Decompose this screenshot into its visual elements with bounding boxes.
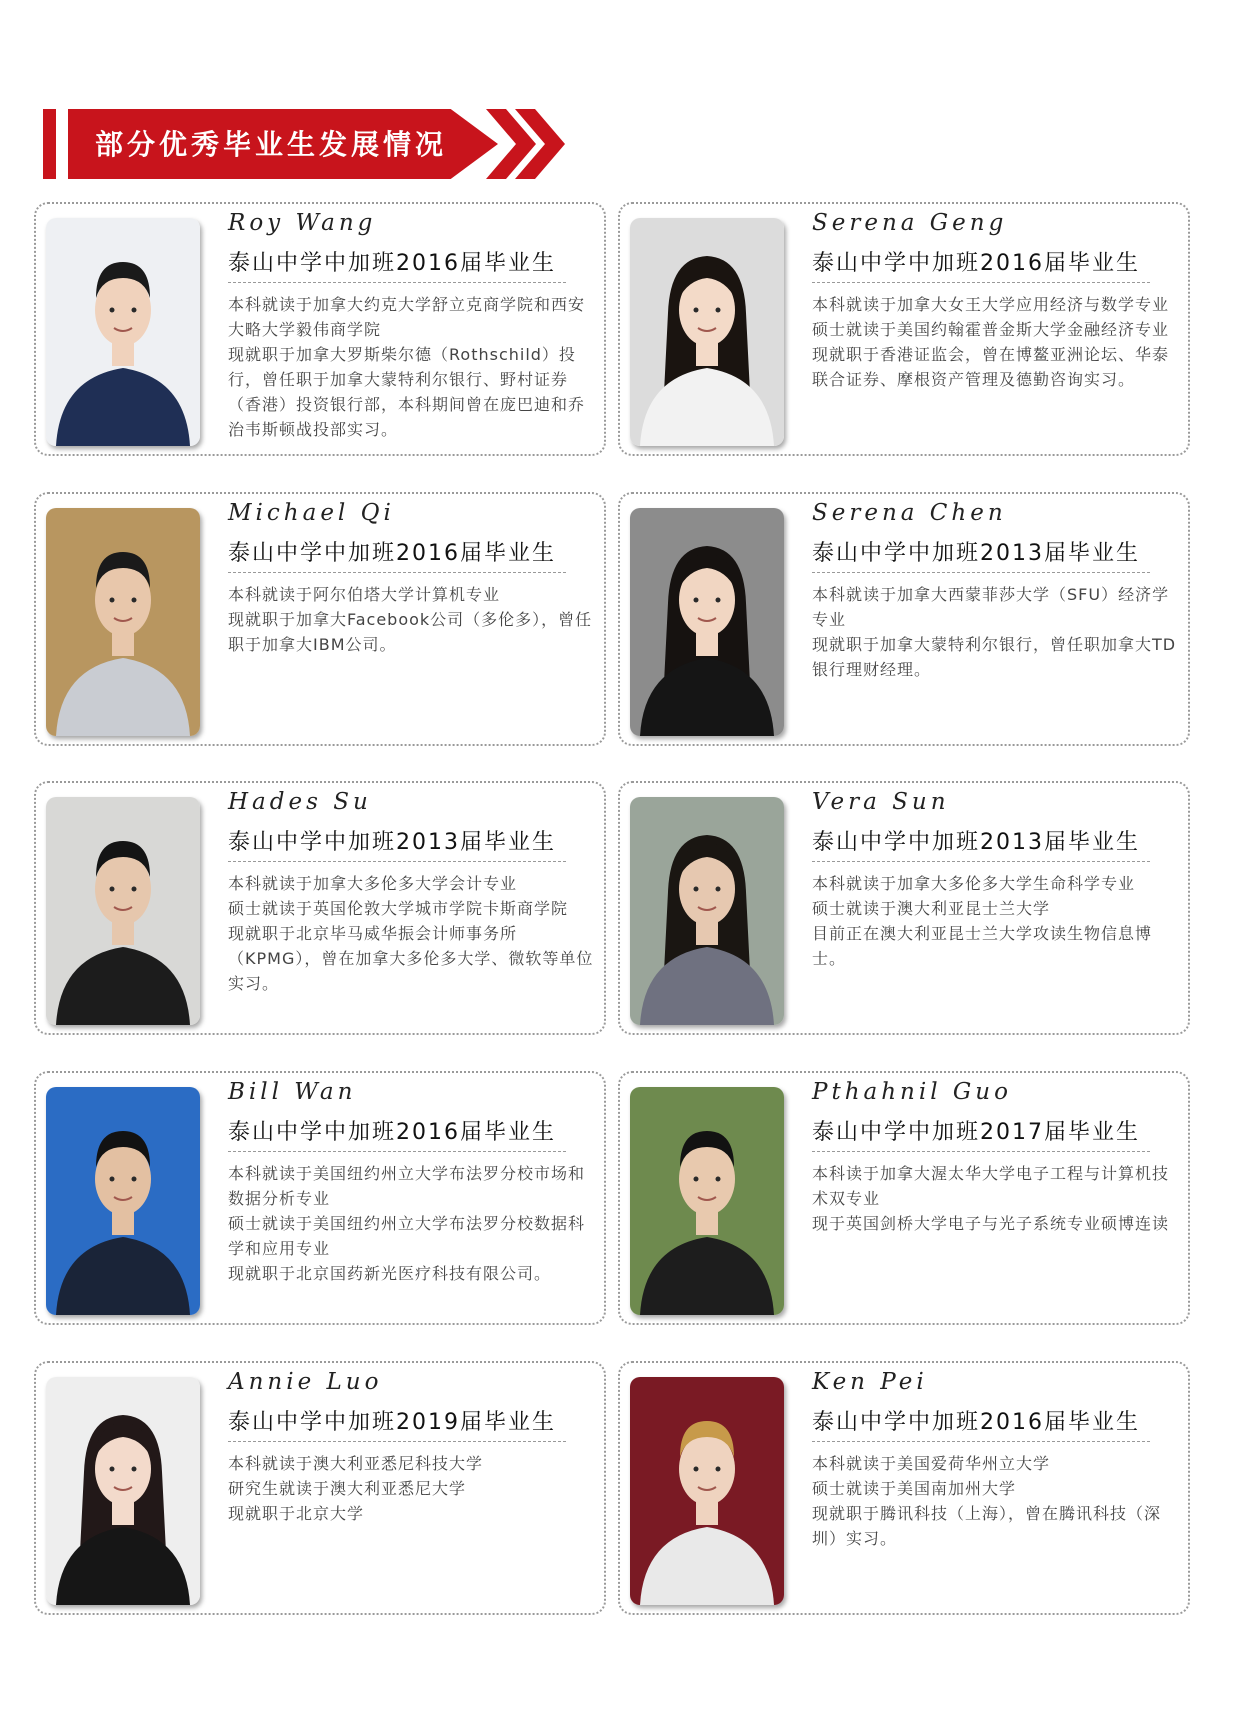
graduate-name: Annie Luo <box>228 1369 383 1395</box>
graduate-class: 泰山中学中加班2016届毕业生 <box>812 251 1140 276</box>
description-line: 硕士就读于澳大利亚昆士兰大学 <box>812 899 1051 918</box>
divider <box>228 572 566 573</box>
divider <box>812 861 1150 862</box>
divider <box>812 282 1150 283</box>
description-line: 目前正在澳大利亚昆士兰大学攻读生物信息博士。 <box>812 924 1153 968</box>
divider <box>812 1441 1150 1442</box>
description-line: 现就职于加拿大Facebook公司（多伦多），曾任职于加拿大IBM公司。 <box>228 610 593 654</box>
graduate-photo <box>46 1087 200 1315</box>
divider <box>228 1441 566 1442</box>
graduate-card <box>34 1071 606 1325</box>
graduate-class: 泰山中学中加班2016届毕业生 <box>228 1120 556 1145</box>
description-line: 硕士就读于美国南加州大学 <box>812 1479 1017 1498</box>
section-title: 部分优秀毕业生发展情况 <box>95 128 448 161</box>
graduate-class: 泰山中学中加班2013届毕业生 <box>228 830 556 855</box>
description-line: 现就职于腾讯科技（上海），曾在腾讯科技（深圳）实习。 <box>812 1504 1162 1548</box>
divider <box>228 861 566 862</box>
description-line: 现就职于北京毕马威华振会计师事务所（KPMG），曾在加拿大多伦多大学、微软等单位实习。 <box>228 924 594 993</box>
section-banner <box>43 109 543 179</box>
description-line: 本科就读于澳大利亚悉尼科技大学 <box>228 1454 484 1473</box>
description-line: 本科就读于加拿大多伦多大学会计专业 <box>228 874 518 893</box>
graduate-card <box>34 1361 606 1615</box>
graduate-card <box>618 492 1190 746</box>
graduate-class: 泰山中学中加班2016届毕业生 <box>228 251 556 276</box>
graduate-name: Ken Pei <box>812 1369 928 1395</box>
description-line: 本科读于加拿大渥太华大学电子工程与计算机技术双专业 <box>812 1164 1170 1208</box>
graduate-description <box>228 871 594 996</box>
graduate-name: Serena Chen <box>812 500 1007 526</box>
description-line: 本科就读于加拿大多伦多大学生命科学专业 <box>812 874 1136 893</box>
graduate-description <box>812 871 1178 971</box>
graduate-card <box>34 202 606 456</box>
graduate-card <box>618 1361 1190 1615</box>
graduate-photo <box>46 508 200 736</box>
graduate-name: Pthahnil Guo <box>812 1079 1012 1105</box>
graduate-photo <box>630 218 784 446</box>
description-line: 现就职于加拿大罗斯柴尔德（Rothschild）投行，曾任职于加拿大蒙特利尔银行、野村证券（香港）投资银行部，本科期间曾在庞巴迪和乔治韦斯顿战投部实习。 <box>228 345 586 439</box>
graduate-card <box>618 202 1190 456</box>
description-line: 现就职于香港证监会，曾在博鳌亚洲论坛、华泰联合证券、摩根资产管理及德勤咨询实习。 <box>812 345 1170 389</box>
graduate-name: Hades Su <box>228 789 372 815</box>
description-line: 本科就读于加拿大西蒙菲莎大学（SFU）经济学专业 <box>812 585 1170 629</box>
description-line: 本科就读于加拿大约克大学舒立克商学院和西安大略大学毅伟商学院 <box>228 295 586 339</box>
divider <box>228 1151 566 1152</box>
description-line: 本科就读于阿尔伯塔大学计算机专业 <box>228 585 501 604</box>
graduate-class: 泰山中学中加班2013届毕业生 <box>812 541 1140 566</box>
graduate-card <box>618 1071 1190 1325</box>
graduate-name: Bill Wan <box>228 1079 357 1105</box>
graduate-description <box>812 1451 1178 1551</box>
graduate-photo <box>46 218 200 446</box>
description-line: 本科就读于美国纽约州立大学布法罗分校市场和数据分析专业 <box>228 1164 586 1208</box>
graduate-description <box>812 292 1178 392</box>
graduate-class: 泰山中学中加班2017届毕业生 <box>812 1120 1140 1145</box>
graduate-photo <box>630 797 784 1025</box>
graduate-photo <box>46 797 200 1025</box>
divider <box>812 572 1150 573</box>
graduate-name: Vera Sun <box>812 789 950 815</box>
graduate-description <box>228 582 594 657</box>
description-line: 硕士就读于美国纽约州立大学布法罗分校数据科学和应用专业 <box>228 1214 586 1258</box>
graduate-photo <box>630 508 784 736</box>
divider <box>812 1151 1150 1152</box>
graduate-card <box>34 492 606 746</box>
description-line: 本科就读于加拿大女王大学应用经济与数学专业 <box>812 295 1170 314</box>
graduate-class: 泰山中学中加班2013届毕业生 <box>812 830 1140 855</box>
graduate-name: Michael Qi <box>228 500 395 526</box>
description-line: 本科就读于美国爱荷华州立大学 <box>812 1454 1051 1473</box>
graduate-description <box>228 1451 594 1526</box>
graduate-description <box>228 292 594 442</box>
description-line: 现就职于加拿大蒙特利尔银行，曾任职加拿大TD银行理财经理。 <box>812 635 1177 679</box>
graduate-photo <box>630 1377 784 1605</box>
graduate-card <box>34 781 606 1035</box>
graduate-photo <box>630 1087 784 1315</box>
graduate-class: 泰山中学中加班2019届毕业生 <box>228 1410 556 1435</box>
graduate-description <box>812 582 1178 682</box>
divider <box>228 282 566 283</box>
description-line: 现于英国剑桥大学电子与光子系统专业硕博连读 <box>812 1214 1170 1233</box>
graduate-card <box>618 781 1190 1035</box>
graduate-class: 泰山中学中加班2016届毕业生 <box>228 541 556 566</box>
graduate-class: 泰山中学中加班2016届毕业生 <box>812 1410 1140 1435</box>
graduate-description <box>812 1161 1178 1236</box>
description-line: 现就职于北京大学 <box>228 1504 365 1523</box>
graduate-photo <box>46 1377 200 1605</box>
graduate-name: Roy Wang <box>228 210 377 236</box>
graduate-description <box>228 1161 594 1286</box>
description-line: 研究生就读于澳大利亚悉尼大学 <box>228 1479 467 1498</box>
description-line: 硕士就读于英国伦敦大学城市学院卡斯商学院 <box>228 899 569 918</box>
banner-left-bar <box>43 109 56 179</box>
description-line: 现就职于北京国药新光医疗科技有限公司。 <box>228 1264 552 1283</box>
graduate-name: Serena Geng <box>812 210 1008 236</box>
description-line: 硕士就读于美国约翰霍普金斯大学金融经济专业 <box>812 320 1170 339</box>
